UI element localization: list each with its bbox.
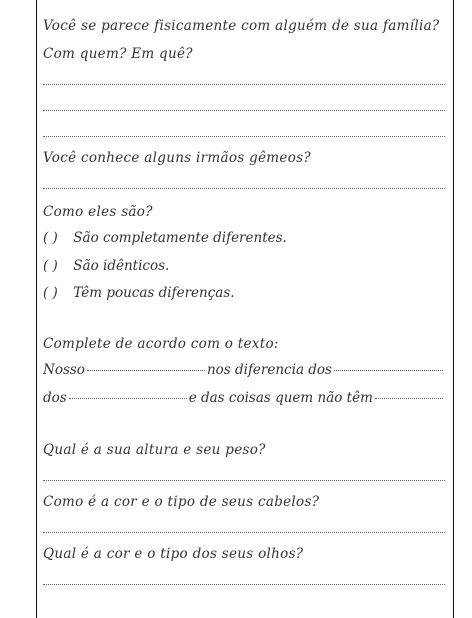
question-2: Você conhece alguns irmãos gêmeos? [43, 150, 311, 166]
option-checkbox[interactable]: ( ) [43, 258, 58, 274]
option-checkbox[interactable]: ( ) [43, 230, 58, 246]
worksheet [36, 0, 454, 618]
question-7: Qual é a cor e o tipo dos seus olhos? [43, 546, 304, 562]
question-1-line-2: Com quem? Em quê? [43, 46, 193, 62]
option-label: São completamente diferentes. [73, 230, 287, 246]
question-6: Como é a cor e o tipo de seus cabelos? [43, 494, 320, 510]
question-5: Qual é a sua altura e seu peso? [43, 442, 266, 458]
blank[interactable] [87, 370, 205, 371]
fill-in-line-2 [43, 390, 445, 406]
option-row[interactable] [43, 258, 169, 274]
answer-line[interactable] [43, 480, 445, 481]
fill-text: e das coisas quem não têm [188, 390, 373, 406]
blank[interactable] [375, 398, 443, 399]
option-checkbox[interactable]: ( ) [43, 285, 58, 301]
answer-line[interactable] [43, 584, 445, 585]
option-row[interactable] [43, 230, 287, 246]
blank[interactable] [334, 370, 443, 371]
option-label: São idênticos. [73, 258, 170, 274]
question-4: Complete de acordo com o texto: [43, 336, 279, 352]
answer-line[interactable] [43, 84, 445, 85]
blank[interactable] [69, 398, 187, 399]
question-1-line-1: Você se parece fisicamente com alguém de sua família? [43, 18, 440, 34]
fill-text: Nosso [43, 362, 85, 378]
fill-in-line-1 [43, 362, 445, 378]
answer-line[interactable] [43, 188, 445, 189]
question-3: Como eles são? [43, 204, 153, 220]
answer-line[interactable] [43, 136, 445, 137]
option-row[interactable] [43, 285, 235, 301]
fill-text: dos [43, 390, 67, 406]
option-label: Têm poucas diferenças. [73, 285, 235, 301]
fill-text: nos diferencia dos [206, 362, 332, 378]
answer-line[interactable] [43, 110, 445, 111]
answer-line[interactable] [43, 532, 445, 533]
